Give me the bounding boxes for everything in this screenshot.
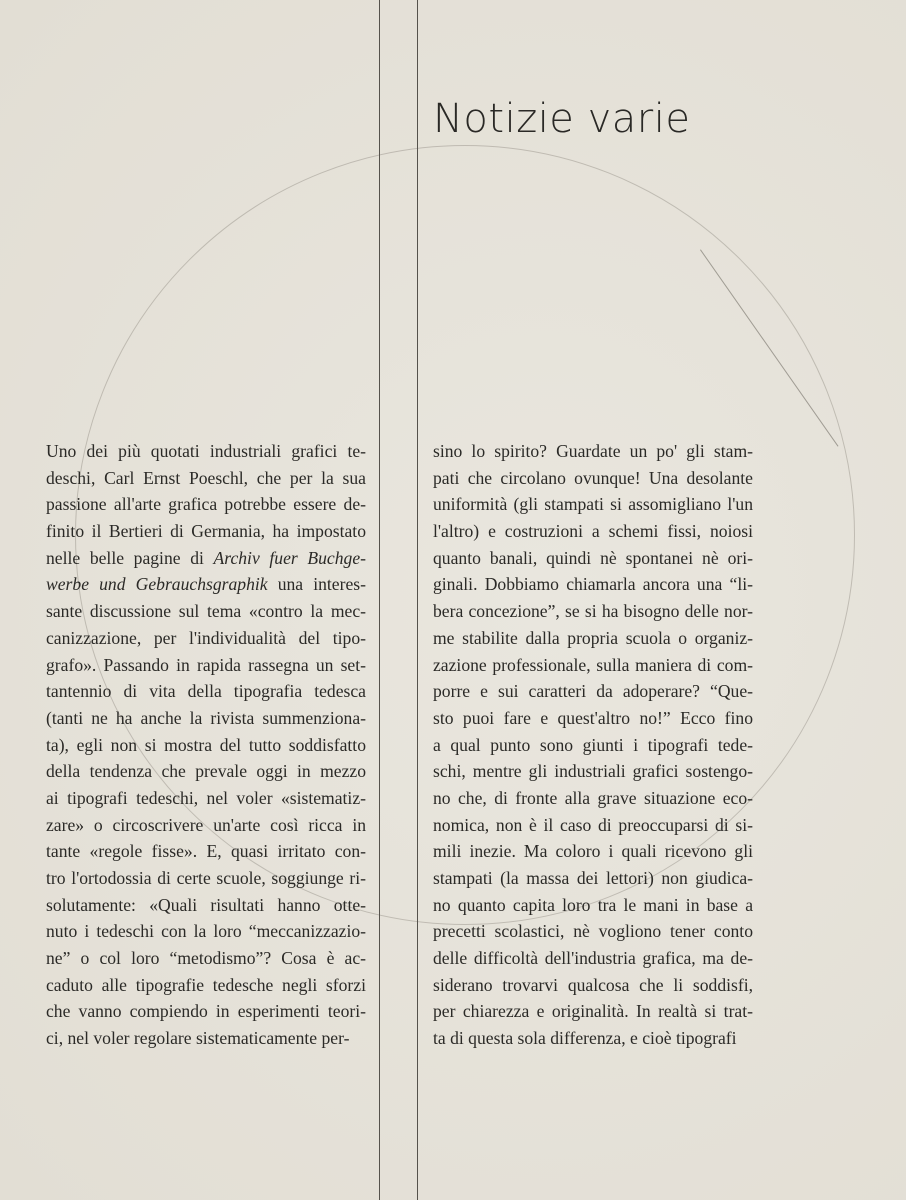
text-line: siderano trovarvi qualcosa che li soddisfi,	[433, 974, 753, 995]
text-line: deschi, Carl Ernst Poeschl, che per la sua	[46, 467, 366, 488]
text-line: a qual punto sono giunti i tipografi tede-	[433, 734, 753, 755]
text-line: grafo». Passando in rapida rassegna un set-	[46, 654, 366, 675]
right-text-column	[433, 438, 753, 1052]
text-line: ginali. Dobbiamo chiamarla ancora una “li-	[433, 574, 753, 595]
text-line: che vanno compiendo in esperimenti teori-	[46, 1001, 366, 1022]
text-line: finito il Bertieri di Germania, ha impostato	[46, 521, 366, 542]
text-line: l'altro) e costruzioni a schemi fissi, noiosi	[433, 521, 753, 542]
text-line: schi, mentre gli industriali grafici sostengo-	[433, 761, 753, 782]
vertical-rule-right	[417, 0, 418, 1200]
text-line: ne” o col loro “metodismo”? Cosa è ac-	[46, 948, 366, 969]
text-line: pati che circolano ovunque! Una desolante	[433, 467, 753, 488]
text-line: werbe und Gebrauchsgraphik una interes-	[46, 574, 366, 595]
text-line: porre e sui caratteri da adoperare? “Que-	[433, 681, 753, 702]
text-line: uniformità (gli stampati si assomigliano l'un	[433, 494, 753, 515]
text-line: ta), egli non si mostra del tutto soddisfatto	[46, 734, 366, 755]
text-line: caduto alle tipografie tedesche negli sforzi	[46, 974, 366, 995]
text-line: no che, di fronte alla grave situazione eco-	[433, 787, 753, 808]
text-line: zazione professionale, sulla maniera di com-	[433, 654, 753, 675]
text-line: per chiarezza e originalità. In realtà si trat-	[433, 1001, 753, 1022]
text-line: canizzazione, per l'individualità del tipo-	[46, 627, 366, 648]
text-line: bera concezione”, se si ha bisogno delle nor-	[433, 601, 753, 622]
page-title: Notizie varie	[433, 96, 691, 142]
text-line: nelle belle pagine di Archiv fuer Buchge-	[46, 547, 366, 568]
text-line: tantennio di vita della tipografia tedesca	[46, 681, 366, 702]
text-line: solutamente: «Quali risultati hanno otte-	[46, 894, 366, 915]
text-line: Uno dei più quotati industriali grafici te-	[46, 441, 366, 461]
text-line: zare» o circoscrivere un'arte così ricca in	[46, 814, 366, 835]
text-line: passione all'arte grafica potrebbe essere de-	[46, 494, 366, 515]
text-line: della tendenza che prevale oggi in mezzo	[46, 761, 366, 782]
text-line: tro l'ortodossia di certe scuole, soggiunge ri-	[46, 868, 366, 888]
left-text-column	[46, 438, 366, 1052]
text-line: (tanti ne ha anche la rivista summenziona-	[46, 707, 366, 728]
text-line: ci, nel voler regolare sistematicamente per-	[46, 1028, 350, 1049]
text-line: nomica, non è il caso di preoccuparsi di si-	[433, 814, 753, 835]
text-line: nuto i tedeschi con la loro “meccanizzazio-	[46, 921, 366, 942]
text-line: mili inezie. Ma coloro i quali ricevono gli	[433, 841, 753, 862]
text-line: sante discussione sul tema «contro la mec-	[46, 601, 366, 622]
text-line: stampati (la massa dei lettori) non giudica-	[433, 868, 753, 888]
text-line: precetti scolastici, nè vogliono tener conto	[433, 921, 753, 942]
vertical-rule-left	[379, 0, 380, 1200]
text-line: sto puoi fare e quest'altro no!” Ecco fino	[433, 707, 753, 728]
text-line: sino lo spirito? Guardate un po' gli stam-	[433, 441, 753, 461]
text-line: no quanto capita loro tra le mani in base a	[433, 894, 753, 915]
text-line: delle difficoltà dell'industria grafica, ma de-	[433, 948, 753, 969]
text-line: quanto banali, quindi nè spontanei nè ori-	[433, 547, 753, 568]
text-line: ai tipografi tedeschi, nel voler «sistematiz-	[46, 787, 366, 808]
text-line: me stabilite dalla propria scuola o organiz-	[433, 627, 753, 648]
text-line: tante «regole fisse». E, quasi irritato con-	[46, 841, 366, 862]
text-line: ta di questa sola differenza, e cioè tipografi	[433, 1028, 737, 1049]
